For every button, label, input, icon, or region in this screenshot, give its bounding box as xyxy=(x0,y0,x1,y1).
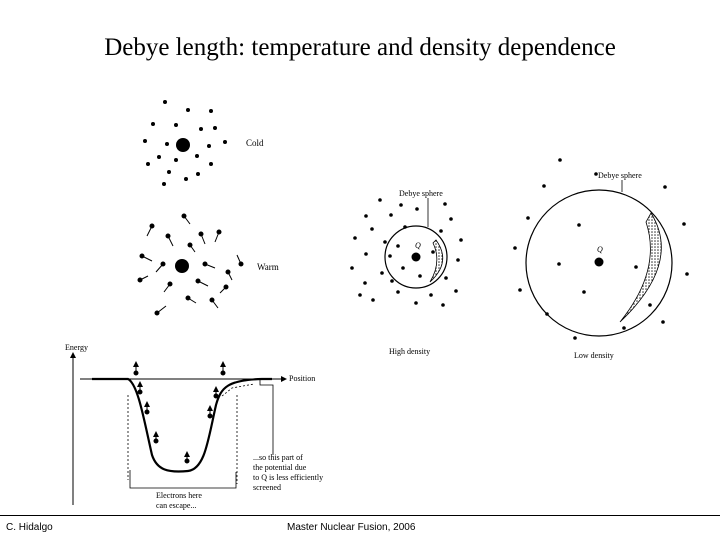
high-sphere-label: Debye sphere xyxy=(399,189,443,198)
warm-electrons xyxy=(138,214,243,315)
cold-label: Cold xyxy=(246,138,264,148)
potential-well xyxy=(92,379,272,472)
warm-cluster xyxy=(138,214,279,315)
footer-course: Master Nuclear Fusion, 2006 xyxy=(287,522,416,533)
warm-label: Warm xyxy=(257,262,279,272)
energy-diagram xyxy=(65,343,323,510)
low-density-caption: Low density xyxy=(574,351,614,360)
annotation-line-3: to Q is less efficiently xyxy=(253,473,324,482)
annotation-text xyxy=(253,453,323,492)
escape-line-1: Electrons here xyxy=(156,491,202,500)
annotation-line-4: screened xyxy=(253,483,281,492)
low-density-diagram xyxy=(513,158,689,360)
central-charge xyxy=(595,258,604,267)
screening-crescent-large xyxy=(620,213,661,322)
central-charge xyxy=(412,253,421,262)
slide-title: Debye length: temperature and density dependence xyxy=(104,34,616,61)
high-charge-label: Q xyxy=(415,241,421,250)
high-density-caption: High density xyxy=(389,347,431,356)
cold-cluster xyxy=(143,100,264,186)
low-charge-label: Q xyxy=(597,245,603,254)
energy-axis-label: Energy xyxy=(65,343,88,352)
annotation-line-2: the potential due xyxy=(253,463,307,472)
annotation-bracket xyxy=(260,379,273,455)
high-density-diagram xyxy=(350,189,463,356)
high-density-electrons xyxy=(350,198,463,307)
escape-line-2: can escape... xyxy=(156,501,197,510)
central-charge xyxy=(175,259,189,273)
low-sphere-label: Debye sphere xyxy=(598,171,642,180)
escape-callout-bracket xyxy=(130,470,236,488)
escape-text xyxy=(156,491,202,510)
central-charge xyxy=(176,138,190,152)
position-axis-label: Position xyxy=(289,374,316,383)
footer-divider xyxy=(0,515,720,516)
annotation-line-1: ...so this part of xyxy=(253,453,303,462)
footer-author: C. Hidalgo xyxy=(6,522,53,533)
